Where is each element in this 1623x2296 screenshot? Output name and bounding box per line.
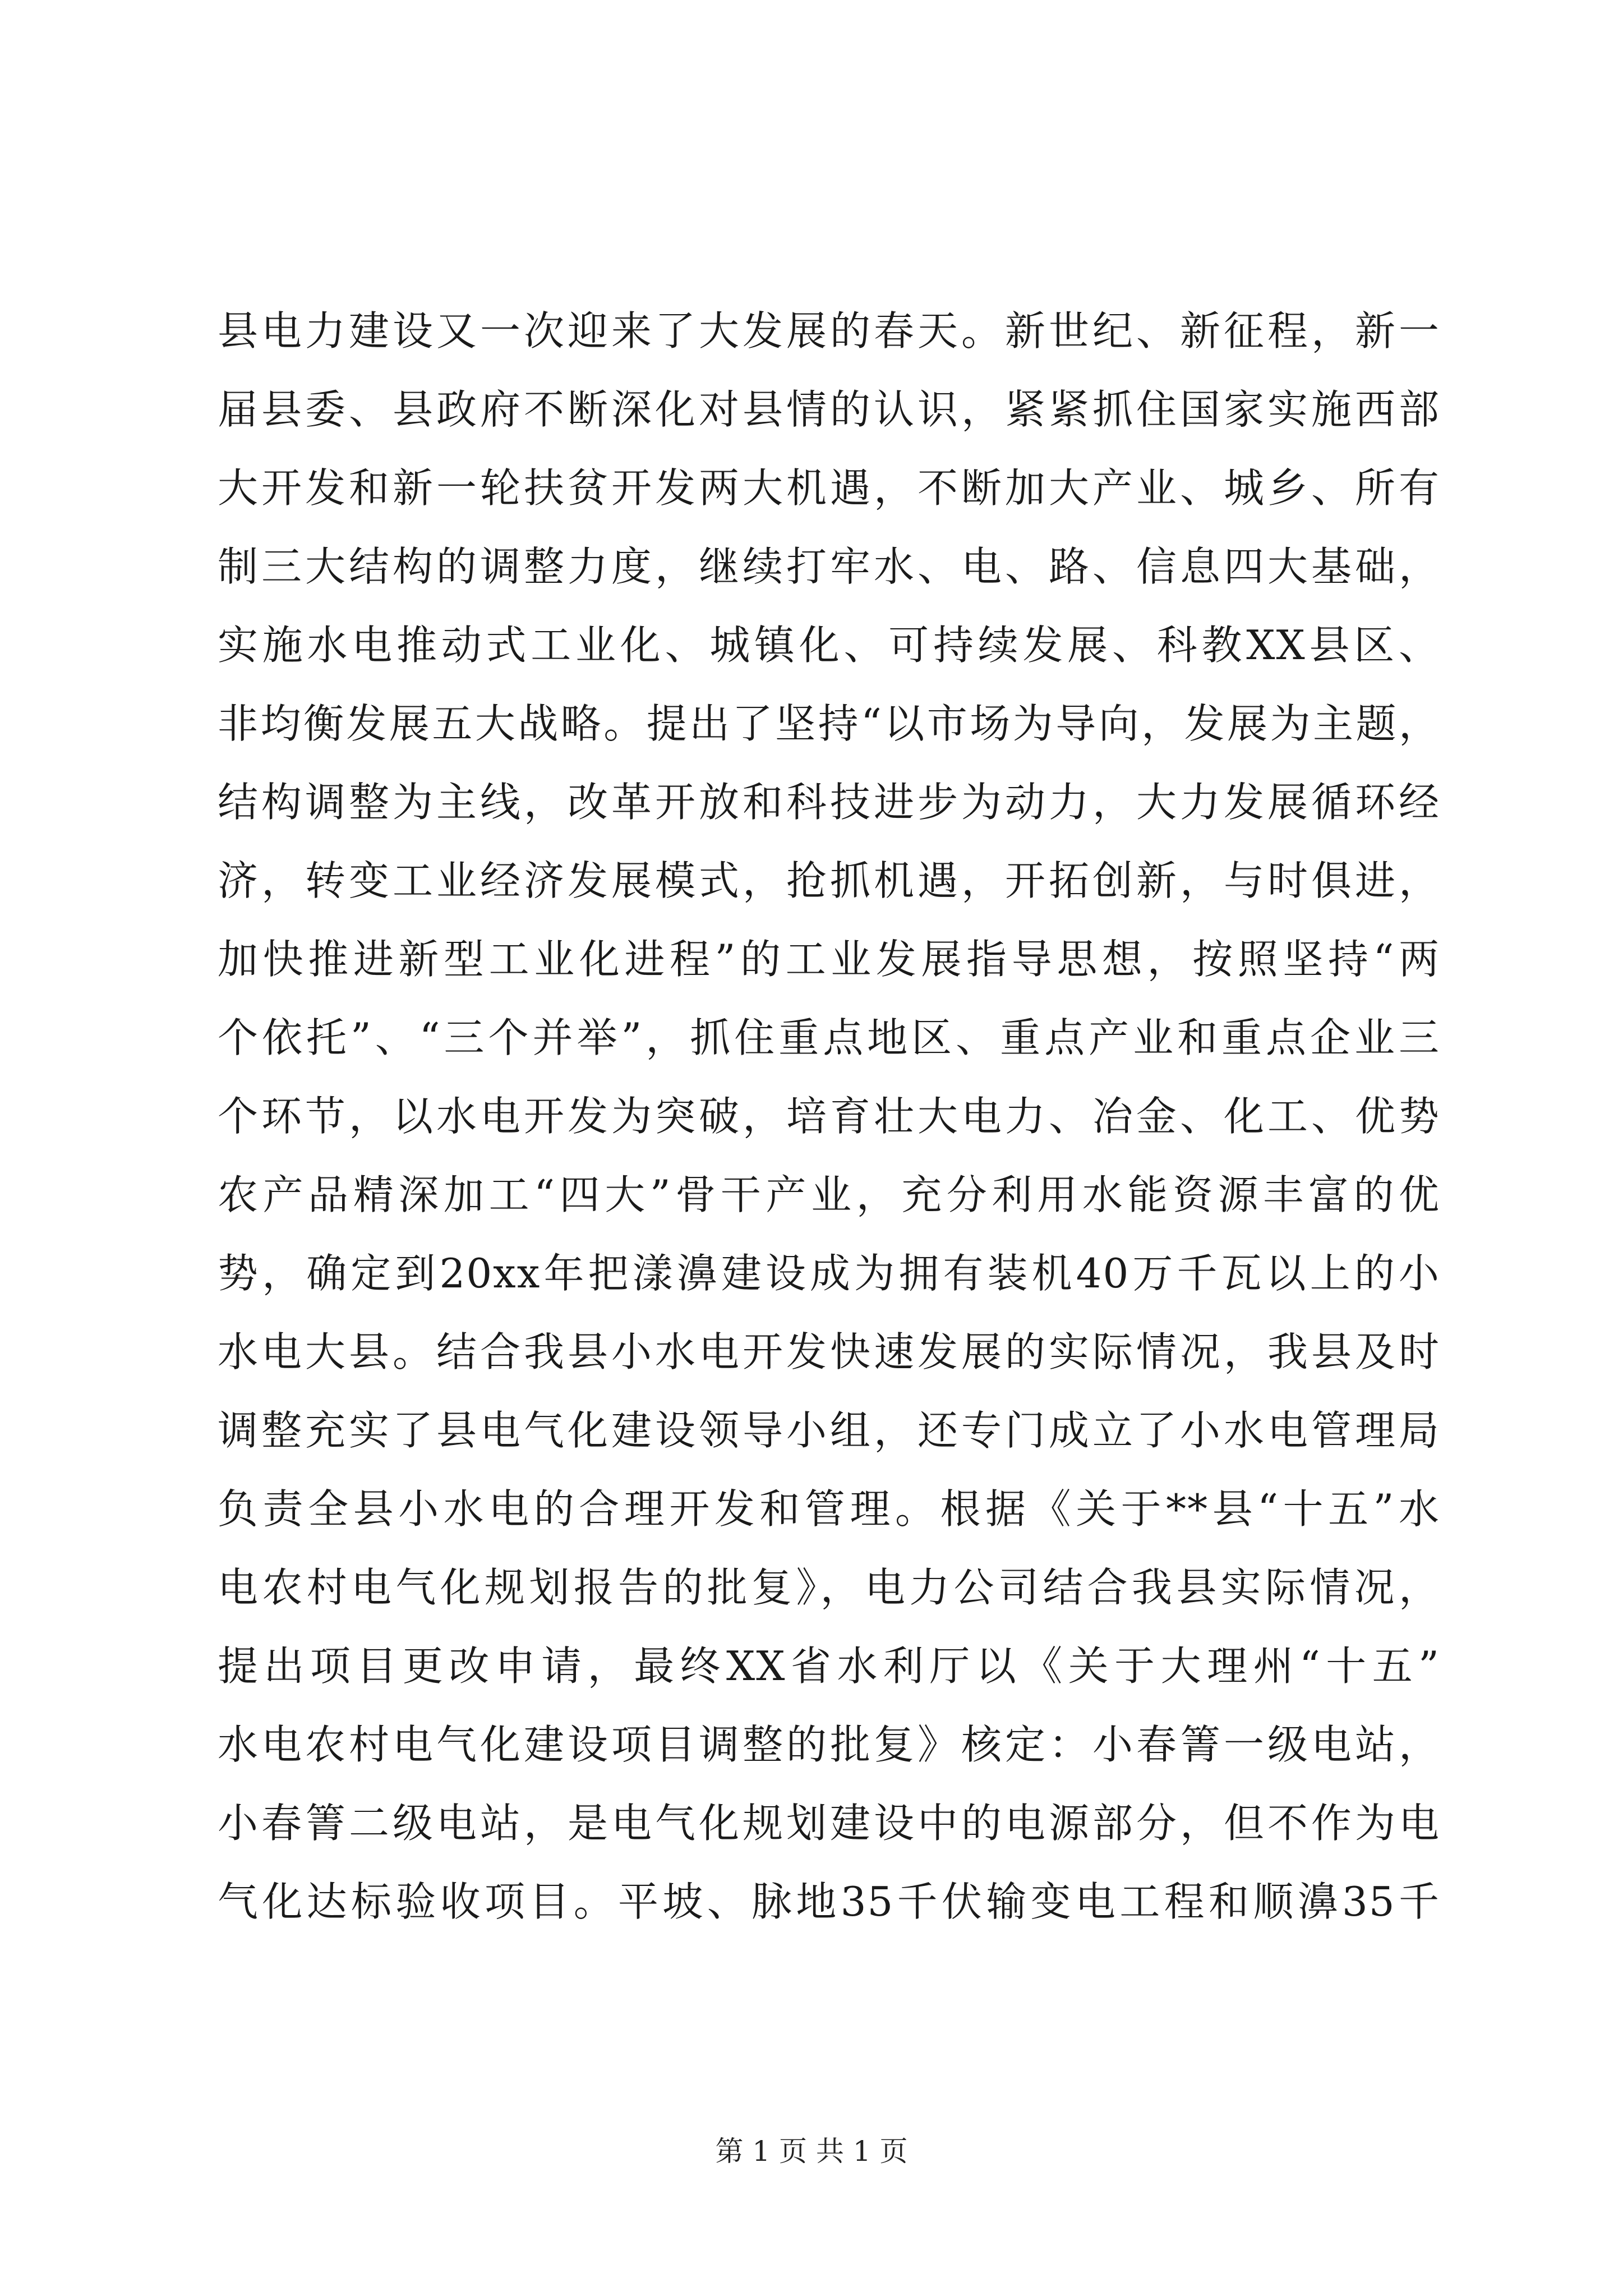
text-line: 水电大县。结合我县小水电开发快速发展的实际情况，我县及时	[218, 1328, 1440, 1375]
text-line: 提出项目更改申请，最终XX省水利厅以《关于大理州“十五”	[218, 1642, 1440, 1690]
page-footer	[0, 2134, 1623, 2168]
text-line: 负责全县小水电的合理开发和管理。根据《关于**县“十五”水	[218, 1485, 1440, 1533]
text-line: 大开发和新一轮扶贫开发两大机遇，不断加大产业、城乡、所有	[218, 464, 1440, 512]
text-line: 届县委、县政府不断深化对县情的认识，紧紧抓住国家实施西部	[218, 386, 1440, 433]
text-line: 加快推进新型工业化进程”的工业发展指导思想，按照坚持“两	[218, 936, 1440, 983]
text-line: 结构调整为主线，改革开放和科技进步为动力，大力发展循环经	[218, 779, 1440, 826]
text-line: 实施水电推动式工业化、城镇化、可持续发展、科教XX县区、	[218, 622, 1440, 669]
text-line: 济，转变工业经济发展模式，抢抓机遇，开拓创新，与时俱进，	[218, 857, 1440, 904]
text-line: 个依托”、“三个并举”，抓住重点地区、重点产业和重点企业三	[218, 1014, 1440, 1061]
text-line: 势，确定到20xx年把漾濞建设成为拥有装机40万千瓦以上的小	[218, 1250, 1440, 1297]
text-line: 小春箐二级电站，是电气化规划建设中的电源部分，但不作为电	[218, 1800, 1440, 1847]
text-line: 个环节，以水电开发为突破，培育壮大电力、冶金、化工、优势	[218, 1093, 1440, 1140]
text-line: 农产品精深加工“四大”骨干产业，充分利用水能资源丰富的优	[218, 1171, 1440, 1218]
text-line: 县电力建设又一次迎来了大发展的春天。新世纪、新征程，新一	[218, 307, 1440, 355]
text-line: 水电农村电气化建设项目调整的批复》核定：小春箐一级电站，	[218, 1721, 1440, 1768]
text-line: 电农村电气化规划报告的批复》，电力公司结合我县实际情况，	[218, 1564, 1440, 1611]
text-line: 非均衡发展五大战略。提出了坚持“以市场为导向，发展为主题，	[218, 700, 1440, 747]
body-paragraph	[218, 292, 1440, 1941]
text-line: 调整充实了县电气化建设领导小组，还专门成立了小水电管理局	[218, 1407, 1440, 1454]
page-number-label: 第 1 页 共 1 页	[715, 2135, 908, 2168]
text-line: 制三大结构的调整力度，继续打牢水、电、路、信息四大基础，	[218, 543, 1440, 590]
text-line: 气化达标验收项目。平坡、脉地35千伏输变电工程和顺濞35千	[218, 1878, 1440, 1925]
